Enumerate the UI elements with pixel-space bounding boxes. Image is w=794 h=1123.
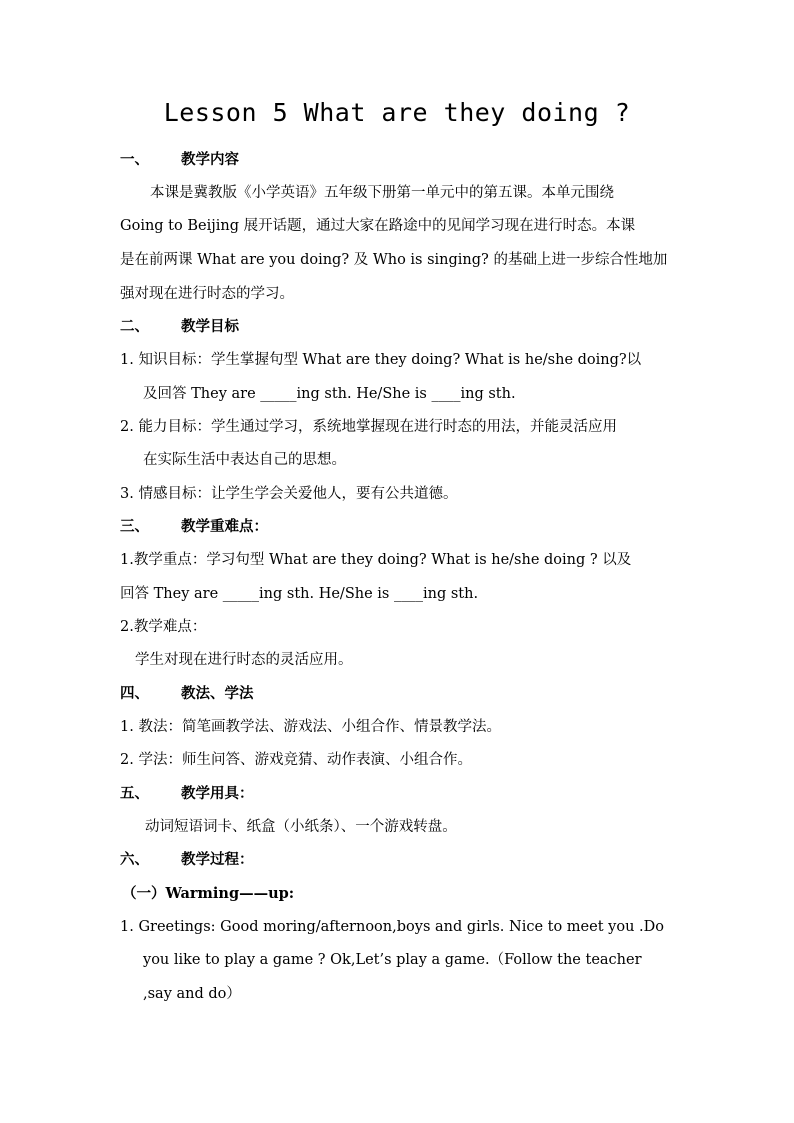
objective-3-text: 情感目标：让学生学会关爱他人，要有公共道德。	[138, 486, 458, 502]
section-4-title: 教法、学法	[181, 685, 254, 702]
objective-1-line-2: 及回答 They are _____ing sth. He/She is ____ing sth.	[143, 386, 516, 402]
greetings-line-2: you like to play a game ? Ok,Let’s play a game.（Follow the teacher	[143, 952, 642, 968]
teaching-method-text: 教法：简笔画教学法、游戏法、小组合作、情景教学法。	[138, 719, 501, 735]
section-4-number: 四、	[120, 685, 149, 702]
section-5-number: 五、	[120, 785, 149, 802]
difficult-point-text: 学生对现在进行时态的灵活应用。	[135, 652, 353, 668]
section-4-heading	[120, 684, 254, 704]
objective-3-number: 3.	[120, 486, 134, 502]
section-6-number: 六、	[120, 851, 149, 868]
section-6-heading	[120, 850, 254, 870]
teaching-method-item	[120, 717, 501, 737]
learning-method-item	[120, 750, 472, 770]
section-2-heading	[120, 317, 239, 337]
section-6-title: 教学过程：	[181, 851, 254, 868]
section-1-paragraph-line-2: Going to Beijing 展开话题，通过大家在路途中的见闻学习现在进行时态。本课	[120, 218, 636, 234]
section-3-heading	[120, 517, 268, 537]
difficult-point-label: 2.教学难点：	[120, 619, 207, 635]
objective-1-number: 1.	[120, 352, 134, 368]
section-5-title: 教学用具：	[181, 785, 254, 802]
objective-2-line-1	[120, 417, 617, 437]
learning-method-number: 2.	[120, 752, 134, 768]
greetings-line-1	[120, 917, 664, 937]
teaching-method-number: 1.	[120, 719, 134, 735]
objective-2-line-2: 在实际生活中表达自己的思想。	[143, 452, 346, 468]
lesson-title: Lesson 5 What are they doing ?	[163, 98, 631, 127]
section-1-paragraph-line-1: 本课是冀教版《小学英语》五年级下册第一单元中的第五课。本单元围绕	[150, 185, 614, 201]
greetings-text: Greetings: Good moring/afternoon,boys and girls. Nice to meet you .Do	[138, 919, 664, 935]
objective-2-text: 能力目标：学生通过学习，系统地掌握现在进行时态的用法，并能灵活应用	[138, 419, 617, 435]
teaching-aids-text: 动词短语词卡、纸盒（小纸条）、一个游戏转盘。	[145, 819, 457, 835]
section-1-title: 教学内容	[181, 151, 239, 168]
section-3-title: 教学重难点：	[181, 518, 268, 535]
greetings-number: 1.	[120, 919, 134, 935]
warming-up-subheading: （一）Warming——up:	[122, 885, 295, 902]
key-point-line-1: 1.教学重点：学习句型 What are they doing? What is he/she doing ? 以及	[120, 552, 632, 568]
section-1-number: 一、	[120, 151, 149, 168]
objective-3-line-1	[120, 484, 457, 504]
learning-method-text: 学法：师生问答、游戏竞猜、动作表演、小组合作。	[138, 752, 472, 768]
greetings-line-3: ,say and do）	[143, 986, 241, 1002]
section-2-title: 教学目标	[181, 318, 239, 335]
section-1-heading	[120, 150, 239, 170]
key-point-line-2: 回答 They are _____ing sth. He/She is ____ing sth.	[120, 586, 479, 602]
objective-2-number: 2.	[120, 419, 134, 435]
section-2-number: 二、	[120, 318, 149, 335]
section-1-paragraph-line-4: 强对现在进行时态的学习。	[120, 286, 294, 302]
objective-1-text: 知识目标：学生掌握句型 What are they doing? What is he/she doing?以	[138, 352, 642, 368]
section-1-paragraph-line-3: 是在前两课 What are you doing? 及 Who is singing? 的基础上进一步综合性地加	[120, 252, 668, 268]
objective-1-line-1	[120, 350, 641, 370]
section-5-heading	[120, 784, 254, 804]
section-3-number: 三、	[120, 518, 149, 535]
